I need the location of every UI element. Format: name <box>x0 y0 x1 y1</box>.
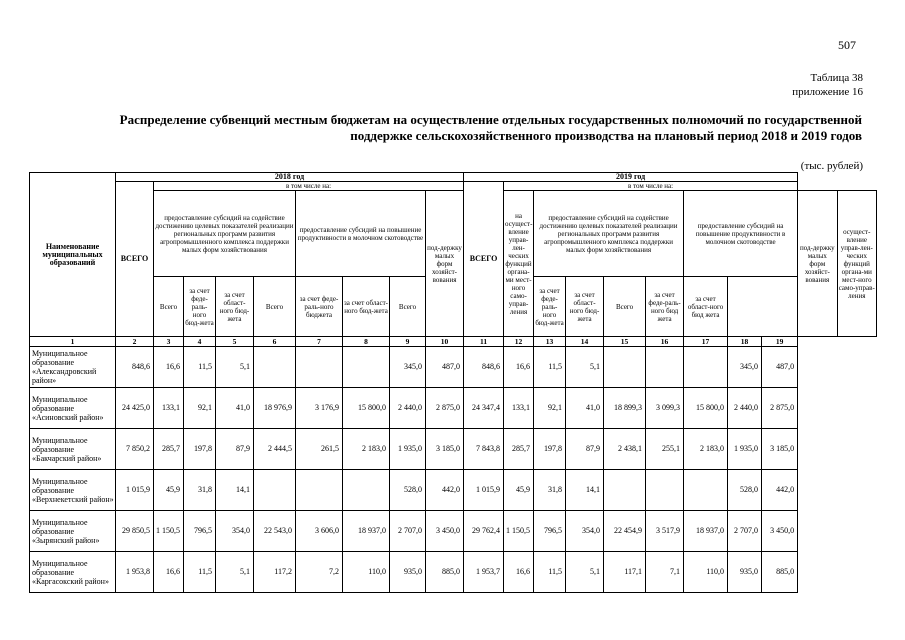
table-cell: 16,6 <box>504 347 534 388</box>
header-total-2018: ВСЕГО <box>116 182 154 337</box>
table-cell: 15 800,0 <box>343 388 390 429</box>
table-cell: 133,1 <box>154 388 184 429</box>
table-cell <box>343 347 390 388</box>
table-cell: 45,9 <box>504 470 534 511</box>
column-number: 4 <box>184 337 216 347</box>
column-number: 5 <box>216 337 254 347</box>
table-cell: 29 762,4 <box>464 511 504 552</box>
table-cell: 935,0 <box>728 552 762 593</box>
page-title <box>40 112 862 144</box>
table-cell: 3 517,9 <box>646 511 684 552</box>
header-year-2019: 2019 год <box>464 173 798 182</box>
header-small-forms-2019: под-держку малых форм хозяйст-вования <box>798 191 837 337</box>
table-row <box>30 429 877 470</box>
table-cell: 3 606,0 <box>296 511 343 552</box>
table-cell: 2 875,0 <box>762 388 798 429</box>
municipality-name: Муниципальное образование «Александровский район» <box>30 347 116 388</box>
header-local-gov-2018: на осущест-вление управ-лен-ческих функций органа-ми мест-ного само-управ-ления <box>504 191 534 337</box>
header-including-2018: в том числе на: <box>154 182 464 191</box>
table-cell <box>604 347 646 388</box>
table-cell <box>254 347 296 388</box>
table-cell: 3 099,3 <box>646 388 684 429</box>
table-cell: 7,2 <box>296 552 343 593</box>
table-cell: 2 438,1 <box>604 429 646 470</box>
table-cell: 87,9 <box>566 429 604 470</box>
header-sub-regional: за счет област-ного бюд-жета <box>216 277 254 337</box>
table-cell: 1 953,7 <box>464 552 504 593</box>
table-cell: 197,8 <box>534 429 566 470</box>
table-cell: 285,7 <box>504 429 534 470</box>
header-sub-regional: за счет област-ного бюд-жета <box>566 277 604 337</box>
table-cell <box>684 470 728 511</box>
table-cell: 2 444,5 <box>254 429 296 470</box>
header-subsidy-a-2018: предоставление субсидий на содействие достижению целевых показателей реализации региональных программ развития агропромышленного комплекса поддержки малых форм хозяйствования <box>154 191 296 277</box>
table-cell: 5,1 <box>216 552 254 593</box>
header-sub-federal: за счет феде-раль-ного бюд-жета <box>534 277 566 337</box>
table-cell: 1 150,5 <box>504 511 534 552</box>
header-sub-regional: за счет област-ного бюд-жета <box>343 277 390 337</box>
table-cell: 345,0 <box>728 347 762 388</box>
table-cell: 796,5 <box>184 511 216 552</box>
table-cell: 16,6 <box>154 552 184 593</box>
header-local-gov-2019: осущест-вление управ-лен-ческих функций органа-ми мест-ного само-управ-ления <box>837 191 876 337</box>
column-number: 14 <box>566 337 604 347</box>
table-cell: 22 543,0 <box>254 511 296 552</box>
subsidy-table <box>29 172 877 593</box>
table-cell: 528,0 <box>728 470 762 511</box>
table-row <box>30 388 877 429</box>
table-cell: 11,5 <box>184 347 216 388</box>
table-cell: 22 454,9 <box>604 511 646 552</box>
table-cell: 117,1 <box>604 552 646 593</box>
table-cell: 5,1 <box>216 347 254 388</box>
table-cell: 354,0 <box>566 511 604 552</box>
table-cell: 1 150,5 <box>154 511 184 552</box>
municipality-name: Муниципальное образование «Зырянский район» <box>30 511 116 552</box>
header-sub-total: Всего <box>390 277 426 337</box>
table-cell: 885,0 <box>762 552 798 593</box>
table-cell: 255,1 <box>646 429 684 470</box>
table-cell: 110,0 <box>684 552 728 593</box>
table-cell: 87,9 <box>216 429 254 470</box>
table-cell: 3 176,9 <box>296 388 343 429</box>
units-label: (тыс. рублей) <box>800 160 863 172</box>
table-cell: 487,0 <box>426 347 464 388</box>
column-number: 13 <box>534 337 566 347</box>
table-row <box>30 511 877 552</box>
column-number: 8 <box>343 337 390 347</box>
column-number: 17 <box>684 337 728 347</box>
column-number: 1 <box>30 337 116 347</box>
table-cell: 345,0 <box>390 347 426 388</box>
header-sub-total: Всего <box>604 277 646 337</box>
table-cell <box>604 470 646 511</box>
table-cell: 117,2 <box>254 552 296 593</box>
municipality-name: Муниципальное образование «Каргасокский район» <box>30 552 116 593</box>
header-sub-federal: за счет феде-раль-ного бюджета <box>296 277 343 337</box>
table-cell: 18 899,3 <box>604 388 646 429</box>
page-number: 507 <box>838 38 856 52</box>
table-cell: 18 937,0 <box>343 511 390 552</box>
table-cell: 7 850,2 <box>116 429 154 470</box>
table-cell: 2 440,0 <box>728 388 762 429</box>
table-cell: 41,0 <box>566 388 604 429</box>
table-cell: 1 935,0 <box>728 429 762 470</box>
table-cell: 1 015,9 <box>464 470 504 511</box>
table-cell: 442,0 <box>762 470 798 511</box>
table-cell: 1 935,0 <box>390 429 426 470</box>
table-cell: 31,8 <box>534 470 566 511</box>
column-number: 9 <box>390 337 426 347</box>
table-cell: 133,1 <box>504 388 534 429</box>
header-small-forms-2018: под-держку малых форм хозяйст-вования <box>426 191 464 337</box>
table-cell <box>646 470 684 511</box>
header-subsidy-b-2019: предоставление субсидий на повышение продуктивности в молочном скотоводстве <box>684 191 798 277</box>
table-cell <box>296 347 343 388</box>
table-cell: 11,5 <box>534 552 566 593</box>
table-cell: 2 707,0 <box>390 511 426 552</box>
table-cell: 16,6 <box>504 552 534 593</box>
header-sub-federal: за счет феде-раль-ного бюд жета <box>646 277 684 337</box>
table-cell <box>646 347 684 388</box>
table-cell: 45,9 <box>154 470 184 511</box>
column-number: 6 <box>254 337 296 347</box>
column-number: 11 <box>464 337 504 347</box>
header-total-2019: ВСЕГО <box>464 182 504 337</box>
table-cell: 92,1 <box>534 388 566 429</box>
table-cell: 7 843,8 <box>464 429 504 470</box>
table-cell: 41,0 <box>216 388 254 429</box>
table-cell: 442,0 <box>426 470 464 511</box>
column-number: 18 <box>728 337 762 347</box>
municipality-name: Муниципальное образование «Верхнекетский район» <box>30 470 116 511</box>
table-cell <box>296 470 343 511</box>
table-cell: 3 450,0 <box>762 511 798 552</box>
header-sub-total: Всего <box>154 277 184 337</box>
table-cell: 285,7 <box>154 429 184 470</box>
table-cell: 11,5 <box>534 347 566 388</box>
column-number: 16 <box>646 337 684 347</box>
title-line-2: поддержке сельскохозяйственного производства на плановый период 2018 и 2019 годов <box>350 128 862 143</box>
municipality-name: Муниципальное образование «Бакчарский район» <box>30 429 116 470</box>
table-cell: 16,6 <box>154 347 184 388</box>
table-cell: 528,0 <box>390 470 426 511</box>
table-cell: 11,5 <box>184 552 216 593</box>
column-number: 7 <box>296 337 343 347</box>
header-name: Наименование муниципальных образований <box>30 173 116 337</box>
table-cell: 848,6 <box>464 347 504 388</box>
header-sub-federal: за счет феде-раль-ного бюд-жета <box>184 277 216 337</box>
column-number: 15 <box>604 337 646 347</box>
table-cell: 15 800,0 <box>684 388 728 429</box>
table-cell: 354,0 <box>216 511 254 552</box>
table-cell: 3 185,0 <box>762 429 798 470</box>
column-number: 19 <box>762 337 798 347</box>
header-year-2018: 2018 год <box>116 173 464 182</box>
table-cell: 1 953,8 <box>116 552 154 593</box>
table-cell: 935,0 <box>390 552 426 593</box>
table-cell: 5,1 <box>566 347 604 388</box>
header-subsidy-b-2018: предоставление субсидий на повышение продуктивности в молочном скотоводстве <box>296 191 426 277</box>
table-label: Таблица 38 <box>810 72 863 84</box>
table-body <box>30 347 877 593</box>
table-cell: 197,8 <box>184 429 216 470</box>
table-row <box>30 347 877 388</box>
appendix-label: приложение 16 <box>792 86 863 98</box>
table-cell: 2 183,0 <box>684 429 728 470</box>
table-cell: 2 875,0 <box>426 388 464 429</box>
header-sub-total: Всего <box>254 277 296 337</box>
table-cell: 92,1 <box>184 388 216 429</box>
table-cell: 2 440,0 <box>390 388 426 429</box>
table-cell: 18 937,0 <box>684 511 728 552</box>
table-cell: 14,1 <box>566 470 604 511</box>
table-row <box>30 470 877 511</box>
table-cell: 848,6 <box>116 347 154 388</box>
table-label-block <box>792 71 863 99</box>
column-number: 3 <box>154 337 184 347</box>
title-line-1: Распределение субвенций местным бюджетам на осуществление отдельных государственных полномочий по государственной <box>119 112 862 127</box>
table-cell: 2 707,0 <box>728 511 762 552</box>
column-number-row <box>30 337 877 347</box>
table-cell: 487,0 <box>762 347 798 388</box>
column-number: 10 <box>426 337 464 347</box>
table-cell: 261,5 <box>296 429 343 470</box>
table-cell: 18 976,9 <box>254 388 296 429</box>
table-cell: 3 185,0 <box>426 429 464 470</box>
table-cell: 885,0 <box>426 552 464 593</box>
table-cell <box>343 470 390 511</box>
header-sub-regional: за счет област-ного бюд жета <box>684 277 728 337</box>
table-cell: 5,1 <box>566 552 604 593</box>
table-cell: 29 850,5 <box>116 511 154 552</box>
column-number: 2 <box>116 337 154 347</box>
header-including-2019: в том числе на: <box>504 182 798 191</box>
table-cell <box>254 470 296 511</box>
table-cell: 24 347,4 <box>464 388 504 429</box>
municipality-name: Муниципальное образование «Асиновский район» <box>30 388 116 429</box>
table-cell: 796,5 <box>534 511 566 552</box>
table-cell <box>684 347 728 388</box>
table-cell: 14,1 <box>216 470 254 511</box>
table-cell: 1 015,9 <box>116 470 154 511</box>
table-cell: 3 450,0 <box>426 511 464 552</box>
table-cell: 110,0 <box>343 552 390 593</box>
header-subsidy-a-2019: предоставление субсидий на содействие достижению целевых показателей реализации региональных программ развития агропромышленного комплекса поддержки малых форм хозяйствования <box>534 191 684 277</box>
table-cell: 31,8 <box>184 470 216 511</box>
table-row <box>30 552 877 593</box>
table-cell: 7,1 <box>646 552 684 593</box>
column-number: 12 <box>504 337 534 347</box>
table-cell: 24 425,0 <box>116 388 154 429</box>
table-cell: 2 183,0 <box>343 429 390 470</box>
